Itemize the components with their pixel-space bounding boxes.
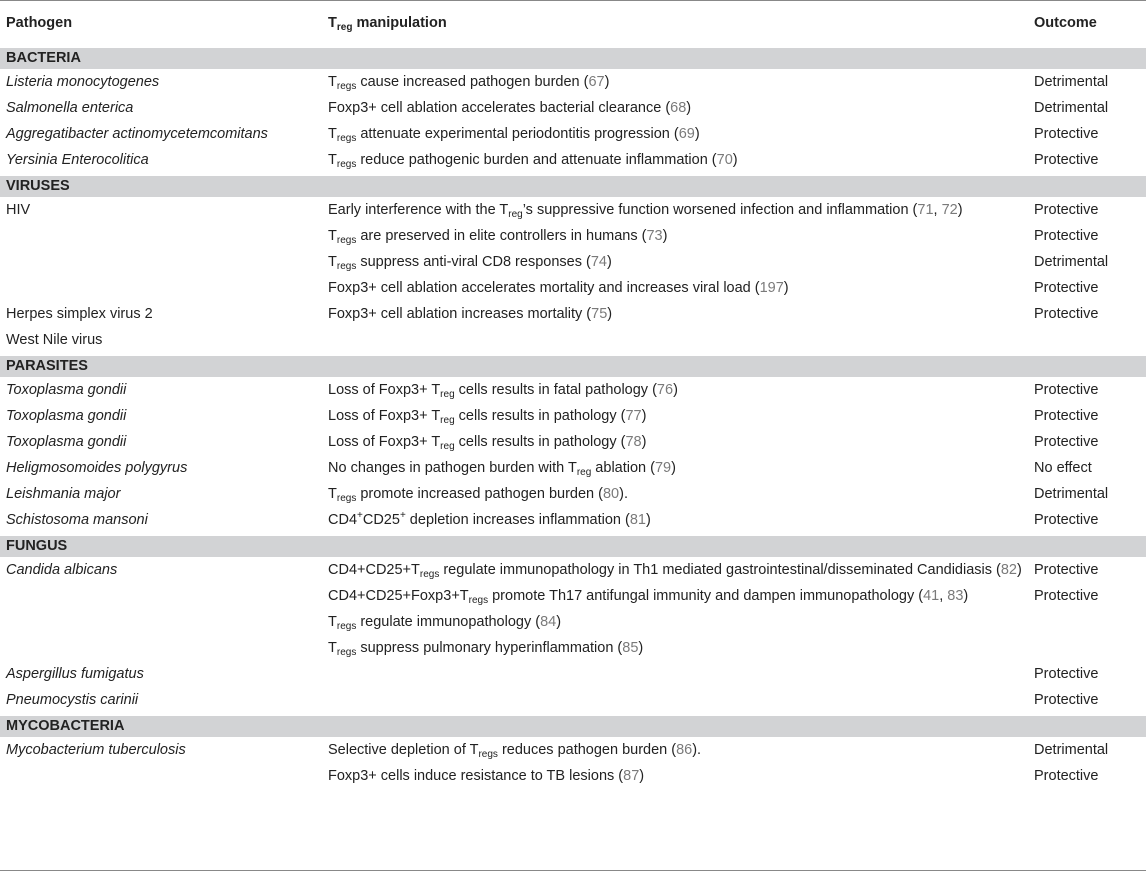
table-row bbox=[0, 327, 1146, 355]
manipulation-text: T bbox=[328, 254, 337, 270]
table-bottom-rule bbox=[0, 870, 1146, 871]
manipulation-text: CD4+CD25+T bbox=[328, 562, 420, 578]
table-row bbox=[0, 147, 1146, 175]
reference-number: 197 bbox=[759, 280, 784, 296]
manipulation-cell bbox=[322, 609, 1028, 635]
manipulation-text: ’s suppressive function worsened infection and inflammation ( bbox=[522, 202, 918, 218]
superscript-text: + bbox=[357, 510, 363, 521]
manipulation-text: ) bbox=[607, 306, 613, 322]
outcome-cell: Protective bbox=[1034, 228, 1099, 244]
reference-number: 41 bbox=[923, 588, 940, 604]
manipulation-text: Foxp3+ cells induce resistance to TB lesions ( bbox=[328, 768, 624, 784]
pathogen-cell bbox=[0, 223, 322, 249]
outcome-cell: Protective bbox=[1034, 126, 1099, 142]
manipulation-text: CD4+CD25+Foxp3+T bbox=[328, 588, 469, 604]
manipulation-text: Loss of Foxp3+ T bbox=[328, 382, 441, 398]
pathogen-cell: Aspergillus fumigatus bbox=[6, 666, 144, 682]
manipulation-text: T bbox=[328, 486, 337, 502]
pathogen-cell bbox=[0, 635, 322, 661]
outcome-cell: Protective bbox=[1034, 666, 1099, 682]
manipulation-text: T bbox=[328, 126, 337, 142]
manipulation-text: cells results in pathology ( bbox=[454, 408, 626, 424]
header-treg-manipulation bbox=[322, 1, 1028, 47]
manipulation-text: depletion increases inflammation ( bbox=[405, 512, 630, 528]
manipulation-text: ) bbox=[963, 588, 969, 604]
section-row bbox=[0, 355, 1146, 378]
manipulation-text: ). bbox=[692, 742, 702, 758]
manipulation-cell bbox=[322, 327, 1028, 355]
manipulation-cell bbox=[322, 687, 1028, 715]
manipulation-text: cause increased pathogen burden ( bbox=[356, 74, 589, 90]
outcome-cell: Protective bbox=[1034, 152, 1099, 168]
manipulation-text: ) bbox=[673, 382, 678, 398]
manipulation-cell bbox=[322, 763, 1028, 789]
reference-number: 70 bbox=[716, 152, 733, 168]
reference-number: 76 bbox=[656, 382, 674, 398]
pathogen-cell bbox=[0, 249, 322, 275]
manipulation-text: Foxp3+ cell ablation accelerates mortality and increases viral load ( bbox=[328, 280, 760, 296]
subscript-text: regs bbox=[336, 647, 357, 658]
subscript-text: regs bbox=[336, 493, 357, 504]
reference-number: 75 bbox=[591, 306, 608, 322]
subscript-text: regs bbox=[336, 133, 357, 144]
manipulation-text: ) bbox=[1017, 562, 1022, 578]
reference-number: 83 bbox=[947, 588, 964, 604]
manipulation-text: cells results in pathology ( bbox=[454, 434, 626, 450]
manipulation-text: ) bbox=[694, 126, 700, 142]
reference-number: 86 bbox=[676, 742, 693, 758]
pathogen-cell: Yersinia Enterocolitica bbox=[6, 152, 149, 168]
manipulation-text: Early interference with the T bbox=[328, 202, 509, 218]
outcome-cell: Detrimental bbox=[1034, 486, 1109, 502]
outcome-cell: Detrimental bbox=[1034, 254, 1109, 270]
manipulation-text: suppress anti-viral CD8 responses ( bbox=[356, 254, 591, 270]
manipulation-text: reduce pathogenic burden and attenuate inflammation ( bbox=[356, 152, 717, 168]
section-row bbox=[0, 715, 1146, 738]
reference-number: 71 bbox=[917, 202, 934, 218]
outcome-cell: Protective bbox=[1034, 434, 1099, 450]
pathogen-cell: Leishmania major bbox=[6, 486, 121, 502]
reference-number: 77 bbox=[625, 408, 642, 424]
section-title: MYCOBACTERIA bbox=[0, 715, 1146, 738]
table-row bbox=[0, 301, 1146, 327]
reference-number: 74 bbox=[590, 254, 607, 270]
manipulation-text: ) bbox=[783, 280, 789, 296]
table-row bbox=[0, 661, 1146, 687]
subscript-text: regs bbox=[419, 569, 440, 580]
reference-number: 73 bbox=[646, 228, 663, 244]
table-row bbox=[0, 507, 1146, 535]
pathogen-cell: Toxoplasma gondii bbox=[6, 434, 127, 450]
manipulation-cell bbox=[322, 223, 1028, 249]
subscript-text: reg bbox=[508, 209, 523, 220]
pathogen-cell: Aggregatibacter actinomycetemcomitans bbox=[6, 126, 268, 142]
table-row bbox=[0, 481, 1146, 507]
manipulation-cell bbox=[322, 121, 1028, 147]
pathogen-cell: Toxoplasma gondii bbox=[6, 382, 127, 398]
pathogen-cell: Listeria monocytogenes bbox=[6, 74, 160, 90]
pathogen-cell bbox=[0, 583, 322, 609]
header-t: T bbox=[328, 15, 337, 31]
manipulation-text: attenuate experimental periodontitis progression ( bbox=[356, 126, 679, 142]
manipulation-text: T bbox=[328, 614, 337, 630]
manipulation-text: regulate immunopathology ( bbox=[356, 614, 541, 630]
pathogen-cell: Salmonella enterica bbox=[6, 100, 134, 116]
table-header bbox=[0, 1, 1146, 47]
header-pathogen: Pathogen bbox=[0, 1, 322, 47]
manipulation-text: Foxp3+ cell ablation increases mortality ( bbox=[328, 306, 592, 322]
reference-number: 72 bbox=[941, 202, 958, 218]
manipulation-cell bbox=[322, 737, 1028, 763]
manipulation-text: ) bbox=[671, 460, 676, 476]
section-row bbox=[0, 47, 1146, 70]
reference-number: 67 bbox=[588, 74, 605, 90]
manipulation-text: ) bbox=[645, 512, 651, 528]
table-row bbox=[0, 763, 1146, 789]
pathogen-cell: Toxoplasma gondii bbox=[6, 408, 127, 424]
manipulation-text: CD25 bbox=[362, 512, 400, 528]
manipulation-cell bbox=[322, 583, 1028, 609]
subscript-text: reg bbox=[440, 415, 455, 426]
manipulation-cell bbox=[322, 377, 1028, 403]
manipulation-text: T bbox=[328, 74, 337, 90]
manipulation-cell bbox=[322, 69, 1028, 95]
subscript-text: regs bbox=[478, 749, 498, 760]
manipulation-text: ) bbox=[556, 614, 562, 630]
table-row bbox=[0, 95, 1146, 121]
pathogen-cell: Schistosoma mansoni bbox=[6, 512, 148, 528]
section-title: BACTERIA bbox=[0, 47, 1146, 70]
table-row bbox=[0, 557, 1146, 583]
pathogen-cell: Heligmosomoides polygyrus bbox=[6, 460, 188, 476]
reference-number: 80 bbox=[602, 486, 620, 502]
reference-number: 68 bbox=[670, 100, 687, 116]
header-outcome: Outcome bbox=[1028, 1, 1146, 47]
reference-number: 85 bbox=[622, 640, 639, 656]
manipulation-text: ablation ( bbox=[591, 460, 655, 476]
outcome-cell: Protective bbox=[1034, 408, 1099, 424]
outcome-cell: Protective bbox=[1034, 692, 1099, 708]
subscript-text: regs bbox=[336, 159, 357, 170]
header-sub-reg: reg bbox=[336, 22, 353, 33]
outcome-cell: Protective bbox=[1034, 562, 1099, 578]
table-row bbox=[0, 197, 1146, 223]
subscript-text: regs bbox=[336, 235, 357, 246]
pathogen-cell: West Nile virus bbox=[6, 332, 103, 348]
pathogen-cell: Pneumocystis carinii bbox=[6, 692, 139, 708]
manipulation-text: ) bbox=[639, 768, 645, 784]
outcome-cell: Detrimental bbox=[1034, 742, 1109, 758]
subscript-text: regs bbox=[336, 261, 357, 272]
outcome-cell bbox=[1028, 635, 1146, 661]
subscript-text: reg bbox=[440, 389, 455, 400]
manipulation-text: Loss of Foxp3+ T bbox=[328, 434, 441, 450]
table-body bbox=[0, 47, 1146, 790]
outcome-cell: Protective bbox=[1034, 512, 1099, 528]
reference-number: 69 bbox=[678, 126, 695, 142]
table-row bbox=[0, 223, 1146, 249]
manipulation-text: cells results in fatal pathology ( bbox=[454, 382, 657, 398]
table-row bbox=[0, 609, 1146, 635]
manipulation-text: ) bbox=[641, 434, 647, 450]
section-title: VIRUSES bbox=[0, 175, 1146, 198]
table-row bbox=[0, 455, 1146, 481]
manipulation-text: ) bbox=[732, 152, 738, 168]
table-row bbox=[0, 275, 1146, 301]
manipulation-cell bbox=[322, 403, 1028, 429]
outcome-cell: Protective bbox=[1034, 306, 1099, 322]
manipulation-cell bbox=[322, 197, 1028, 223]
reference-number: 78 bbox=[625, 434, 642, 450]
reference-number: 81 bbox=[629, 512, 646, 528]
outcome-cell bbox=[1028, 609, 1146, 635]
reference-number: 79 bbox=[654, 460, 672, 476]
pathogen-cell: Mycobacterium tuberculosis bbox=[6, 742, 186, 758]
manipulation-text: regulate immunopathology in Th1 mediated gastrointestinal/disseminated Candidiasis ( bbox=[439, 562, 1001, 578]
table-row bbox=[0, 687, 1146, 715]
section-title: PARASITES bbox=[0, 355, 1146, 378]
reference-number: 82 bbox=[1000, 562, 1017, 578]
manipulation-text: reduces pathogen burden ( bbox=[497, 742, 677, 758]
manipulation-cell bbox=[322, 661, 1028, 687]
manipulation-text: promote Th17 antifungal immunity and dampen immunopathology ( bbox=[488, 588, 924, 604]
manipulation-text: Loss of Foxp3+ T bbox=[328, 408, 441, 424]
manipulation-cell bbox=[322, 481, 1028, 507]
manipulation-cell bbox=[322, 429, 1028, 455]
section-title: FUNGUS bbox=[0, 535, 1146, 558]
manipulation-cell bbox=[322, 635, 1028, 661]
outcome-cell: Protective bbox=[1034, 202, 1099, 218]
outcome-cell: No effect bbox=[1034, 460, 1092, 476]
table-row bbox=[0, 737, 1146, 763]
table-row bbox=[0, 69, 1146, 95]
manipulation-text: ) bbox=[641, 408, 647, 424]
manipulation-text: ) bbox=[606, 254, 612, 270]
outcome-cell: Protective bbox=[1034, 768, 1099, 784]
subscript-text: regs bbox=[468, 595, 489, 606]
manipulation-text: T bbox=[328, 228, 337, 244]
manipulation-text: ) bbox=[686, 100, 692, 116]
manipulation-cell bbox=[322, 147, 1028, 175]
section-row bbox=[0, 175, 1146, 198]
manipulation-cell bbox=[322, 275, 1028, 301]
reference-number: 87 bbox=[623, 768, 640, 784]
subscript-text: reg bbox=[576, 467, 592, 478]
outcome-cell bbox=[1028, 327, 1146, 355]
manipulation-text: , bbox=[939, 588, 948, 604]
table-row bbox=[0, 249, 1146, 275]
manipulation-text: CD4 bbox=[328, 512, 358, 528]
manipulation-text: Selective depletion of T bbox=[328, 742, 479, 758]
outcome-cell: Detrimental bbox=[1034, 100, 1109, 116]
table-row bbox=[0, 377, 1146, 403]
outcome-cell: Protective bbox=[1034, 280, 1099, 296]
section-row bbox=[0, 535, 1146, 558]
manipulation-text: ) bbox=[638, 640, 644, 656]
manipulation-cell bbox=[322, 507, 1028, 535]
manipulation-text: No changes in pathogen burden with T bbox=[328, 460, 577, 476]
outcome-cell: Detrimental bbox=[1034, 74, 1109, 90]
pathogen-cell: Herpes simplex virus 2 bbox=[6, 306, 153, 322]
table-row bbox=[0, 403, 1146, 429]
header-row bbox=[0, 1, 1146, 47]
manipulation-text: T bbox=[328, 640, 337, 656]
subscript-text: reg bbox=[440, 441, 455, 452]
outcome-cell: Protective bbox=[1034, 382, 1099, 398]
manipulation-text: ) bbox=[662, 228, 668, 244]
manipulation-text: ) bbox=[957, 202, 963, 218]
pathogen-cell: Candida albicans bbox=[6, 562, 118, 578]
header-manipulation-word: manipulation bbox=[352, 15, 447, 31]
manipulation-text: Foxp3+ cell ablation accelerates bacterial clearance ( bbox=[328, 100, 671, 116]
superscript-text: + bbox=[399, 510, 406, 521]
outcome-cell: Protective bbox=[1034, 588, 1099, 604]
manipulation-cell bbox=[322, 557, 1028, 583]
manipulation-text: suppress pulmonary hyperinflammation ( bbox=[356, 640, 623, 656]
manipulation-cell bbox=[322, 455, 1028, 481]
manipulation-cell bbox=[322, 301, 1028, 327]
manipulation-text: promote increased pathogen burden ( bbox=[356, 486, 603, 502]
pathogen-cell bbox=[0, 763, 322, 789]
table-row bbox=[0, 583, 1146, 609]
subscript-text: regs bbox=[336, 81, 357, 92]
manipulation-text: , bbox=[933, 202, 942, 218]
reference-number: 84 bbox=[540, 614, 557, 630]
manipulation-text: ) bbox=[604, 74, 610, 90]
pathogen-cell bbox=[0, 275, 322, 301]
subscript-text: regs bbox=[336, 621, 357, 632]
manipulation-cell bbox=[322, 95, 1028, 121]
manipulation-text: are preserved in elite controllers in humans ( bbox=[356, 228, 647, 244]
pathogen-cell: HIV bbox=[6, 202, 31, 218]
table-row bbox=[0, 635, 1146, 661]
table-row bbox=[0, 121, 1146, 147]
manipulation-text: T bbox=[328, 152, 337, 168]
manipulation-text: ). bbox=[619, 486, 628, 502]
table-row bbox=[0, 429, 1146, 455]
manipulation-cell bbox=[322, 249, 1028, 275]
pathogen-cell bbox=[0, 609, 322, 635]
